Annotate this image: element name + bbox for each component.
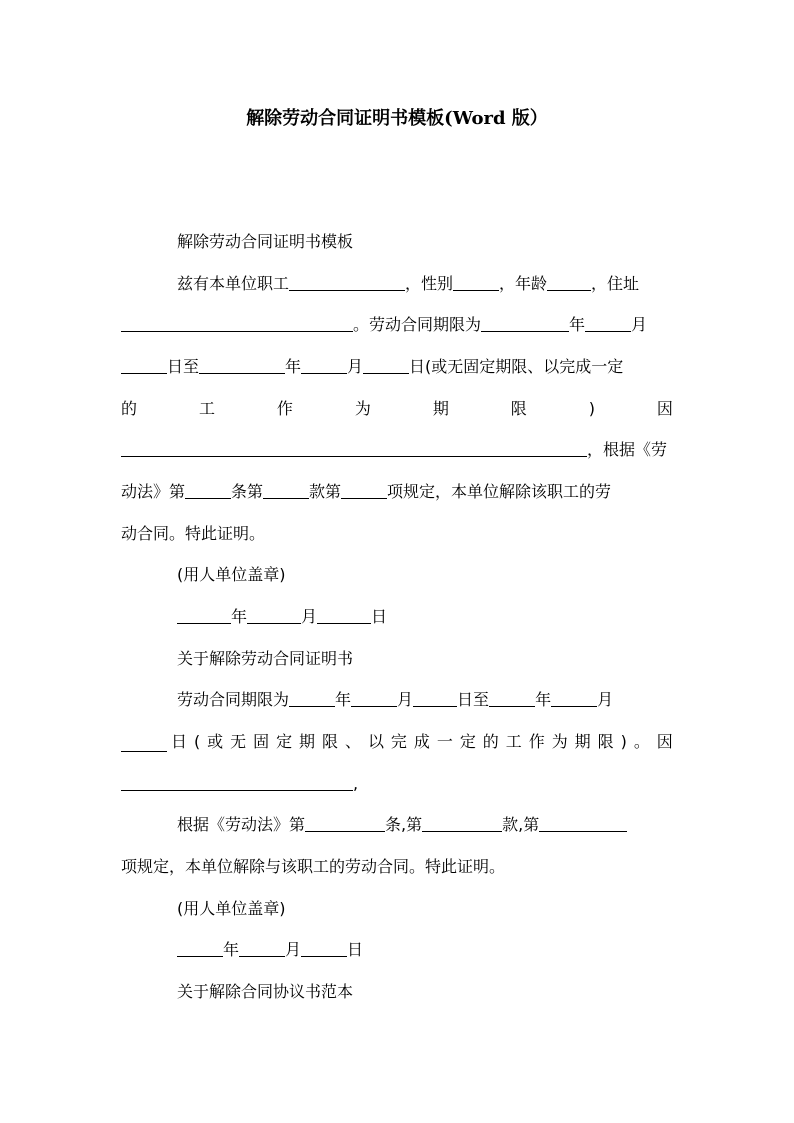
section-heading: 关于解除合同协议书范本 xyxy=(177,982,354,1001)
text: 或 xyxy=(207,732,224,751)
blank-reason xyxy=(121,772,353,791)
paragraph-line xyxy=(177,812,673,838)
text: 动法》第 xyxy=(121,482,186,501)
seal-line: (用人单位盖章) xyxy=(177,565,286,584)
text: 款,第 xyxy=(502,815,540,834)
text: 工 xyxy=(505,732,522,751)
text: 条,第 xyxy=(385,815,423,834)
justified-text xyxy=(171,729,673,755)
blank-year xyxy=(481,313,569,332)
paragraph-line xyxy=(121,771,673,797)
text: 月 xyxy=(285,940,302,959)
text: 年 xyxy=(569,315,586,334)
blank-year xyxy=(489,688,535,707)
text: 限 xyxy=(597,732,614,751)
text: 成 xyxy=(413,732,430,751)
text: ，年龄 xyxy=(499,274,548,293)
blank-address xyxy=(121,313,353,332)
blank-item xyxy=(341,480,387,499)
paragraph-line xyxy=(177,271,673,297)
blank-day xyxy=(363,355,409,374)
text: 。 xyxy=(633,732,650,751)
text: 的 xyxy=(482,732,499,751)
text: 月 xyxy=(397,690,414,709)
paragraph-line xyxy=(121,354,673,380)
blank-month xyxy=(247,605,301,624)
text: 因 xyxy=(656,732,673,751)
blank-item xyxy=(539,813,627,832)
text: 作 xyxy=(528,732,545,751)
text: 固 xyxy=(253,732,270,751)
paragraph-line xyxy=(177,687,673,713)
text: 工 xyxy=(198,399,215,418)
blank-age xyxy=(547,272,591,291)
date-line xyxy=(177,937,673,963)
text: 作 xyxy=(276,399,293,418)
text: ，住址 xyxy=(591,274,640,293)
section-heading: 关于解除劳动合同证明书 xyxy=(177,649,354,668)
text: 月 xyxy=(301,607,318,626)
text: 根据《劳动法》第 xyxy=(177,815,306,834)
text: 完 xyxy=(390,732,407,751)
text: 条第 xyxy=(231,482,264,501)
text: 月 xyxy=(347,357,364,376)
document-title: 解除劳动合同证明书模板(Word 版） xyxy=(246,108,548,129)
text: 日(或无固定期限、以完成一定 xyxy=(409,357,624,376)
blank-year xyxy=(177,605,231,624)
text: 项规定，本单位解除该职工的劳 xyxy=(387,482,612,501)
paragraph-line xyxy=(121,312,673,338)
text: 月 xyxy=(597,690,614,709)
text: ，根据《劳 xyxy=(587,440,668,459)
text: , xyxy=(353,774,359,793)
text: 年 xyxy=(535,690,552,709)
text: ( xyxy=(193,732,201,751)
seal-line: (用人单位盖章) xyxy=(177,899,286,918)
justified-line xyxy=(121,396,673,422)
text: 年 xyxy=(335,690,352,709)
text: 日 xyxy=(371,607,388,626)
blank-clause xyxy=(263,480,309,499)
text: 日 xyxy=(347,940,364,959)
blank-month xyxy=(551,688,597,707)
blank-gender xyxy=(453,272,499,291)
text: 的 xyxy=(121,399,138,418)
text: 限 xyxy=(510,399,527,418)
blank-day xyxy=(413,688,457,707)
text: 年 xyxy=(285,357,302,376)
blank-month xyxy=(585,313,631,332)
paragraph-line: 动合同。特此证明。 xyxy=(121,524,266,543)
blank-article xyxy=(185,480,231,499)
text: 期 xyxy=(574,732,591,751)
blank-employee-name xyxy=(289,272,405,291)
text: 年 xyxy=(231,607,248,626)
text: ，性别 xyxy=(405,274,454,293)
blank-month xyxy=(351,688,397,707)
blank-year xyxy=(289,688,335,707)
text: ) xyxy=(620,732,627,751)
blank-year xyxy=(177,938,223,957)
text: 期 xyxy=(432,399,449,418)
blank-year xyxy=(199,355,285,374)
justified-line xyxy=(121,729,673,755)
text: 定 xyxy=(276,732,293,751)
text: ) xyxy=(588,399,595,418)
text: 日至 xyxy=(457,690,490,709)
paragraph-line xyxy=(121,437,673,463)
text: 因 xyxy=(656,399,673,418)
blank-reason xyxy=(121,438,587,457)
text: 月 xyxy=(631,315,648,334)
text: 一 xyxy=(436,732,453,751)
blank-clause xyxy=(422,813,502,832)
text: 劳动合同期限为 xyxy=(177,690,290,709)
date-line xyxy=(177,604,673,630)
text: 日至 xyxy=(167,357,200,376)
section-heading: 解除劳动合同证明书模板 xyxy=(177,232,354,251)
blank-day xyxy=(121,733,167,752)
text: 定 xyxy=(459,732,476,751)
text: 期 xyxy=(299,732,316,751)
text: 、 xyxy=(344,732,361,751)
text: 日 xyxy=(171,732,188,751)
text: 限 xyxy=(322,732,339,751)
blank-day xyxy=(121,355,167,374)
blank-month xyxy=(301,355,347,374)
paragraph-line xyxy=(121,479,673,505)
paragraph-line: 项规定，本单位解除与该职工的劳动合同。特此证明。 xyxy=(121,857,506,876)
text: 年 xyxy=(223,940,240,959)
text: 兹有本单位职工 xyxy=(177,274,290,293)
text: 。劳动合同期限为 xyxy=(353,315,482,334)
text: 为 xyxy=(551,732,568,751)
blank-day xyxy=(317,605,371,624)
text: 款第 xyxy=(309,482,342,501)
text: 为 xyxy=(354,399,371,418)
blank-day xyxy=(301,938,347,957)
text: 无 xyxy=(230,732,247,751)
text: 以 xyxy=(367,732,384,751)
blank-article xyxy=(305,813,385,832)
blank-month xyxy=(239,938,285,957)
